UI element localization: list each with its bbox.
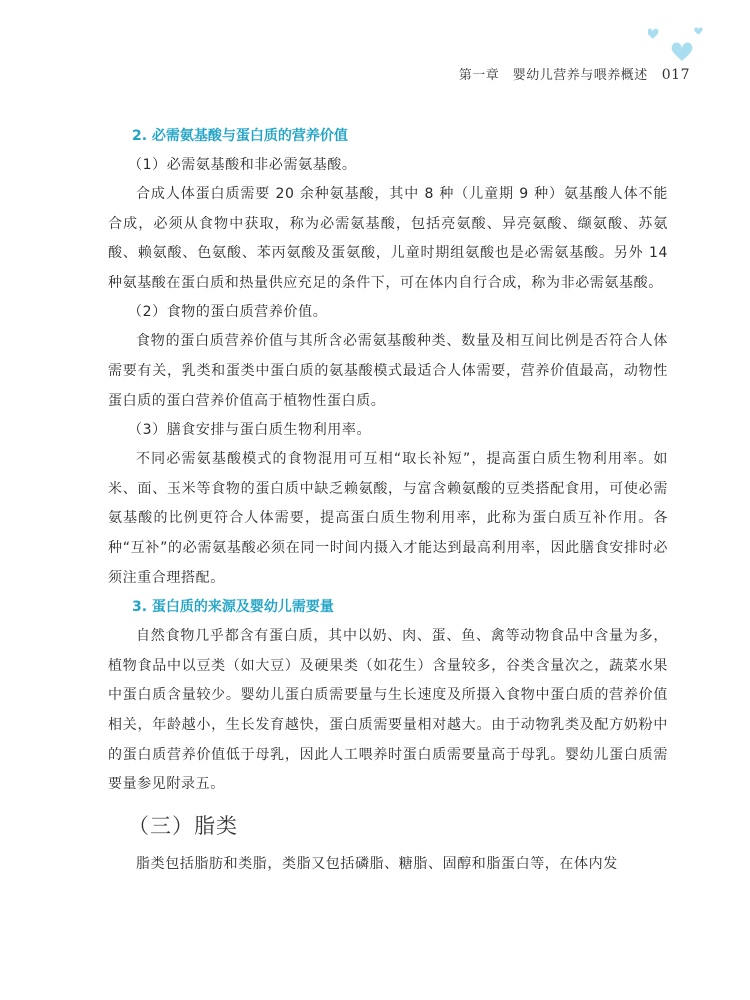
paragraph: 不同必需氨基酸模式的食物混用可互相“取长补短”，提高蛋白质生物利用率。如米、面、玉米等食物的蛋白质中缺乏赖氨酸，与富含赖氨酸的豆类搭配食用，可使必需氨基酸的比例更符合人体需要，提高蛋白质生物利用率，此称为蛋白质互补作用。各种“互补”的必需氨基酸必须在同一时间内摄入才能达到最高利用率，因此膳食安排时必须注重合理搭配。 <box>108 451 668 586</box>
section-heading-protein-sources: 3. 蛋白质的来源及婴幼儿需要量 <box>132 599 334 616</box>
chapter-title: 第一章 婴幼儿营养与喂养概述 <box>458 68 648 83</box>
paragraph: 自然食物几乎都含有蛋白质，其中以奶、肉、蛋、鱼、禽等动物食品中含量为多，植物食品中以豆类（如大豆）及硬果类（如花生）含量较多，谷类含量次之，蔬菜水果中蛋白质含量较少。婴幼儿蛋白质需要量与生长速度及所摄入食物中蛋白质的营养价值相关，年龄越小，生长发育越快，蛋白质需要量相对越大。由于动物乳类及配方奶粉中的蛋白质营养价值低于母乳，因此人工喂养时蛋白质需要量高于母乳。婴幼儿蛋白质需要量参见附录五。 <box>108 628 668 793</box>
page-body <box>108 122 668 879</box>
paragraph: 合成人体蛋白质需要 20 余种氨基酸，其中 8 种（儿童期 9 种）氨基酸人体不能合成，必须从食物中获取，称为必需氨基酸，包括亮氨酸、异亮氨酸、缬氨酸、苏氨酸、赖氨酸、色氨酸、苯丙氨酸及蛋氨酸，儿童时期组氨酸也是必需氨基酸。另外 14 种氨基酸在蛋白质和热量供应充足的条件下，可在体内自行合成，称为非必需氨基酸。 <box>108 186 668 291</box>
subheading-protein-value: （2）食物的蛋白质营养价值。 <box>128 304 328 321</box>
paragraph: 脂类包括脂肪和类脂，类脂又包括磷脂、糖脂、固醇和脂蛋白等，在体内发 <box>136 855 618 872</box>
section-heading-amino-acids: 2. 必需氨基酸与蛋白质的营养价值 <box>132 128 348 144</box>
section-heading-lipids: （三）脂类 <box>128 813 238 838</box>
subheading-essential-amino-acids: （1）必需氨基酸和非必需氨基酸。 <box>128 157 357 173</box>
subheading-diet-arrangement: （3）膳食安排与蛋白质生物利用率。 <box>128 422 372 439</box>
page-number: 017 <box>661 67 690 83</box>
paragraph: 食物的蛋白质营养价值与其所含必需氨基酸种类、数量及相互间比例是否符合人体需要有关，乳类和蛋类中蛋白质的氨基酸模式最适合人体需要，营养价值最高，动物性蛋白质的蛋白营养价值高于植物性蛋白质。 <box>108 333 668 409</box>
hearts-decoration-icon <box>648 20 708 74</box>
